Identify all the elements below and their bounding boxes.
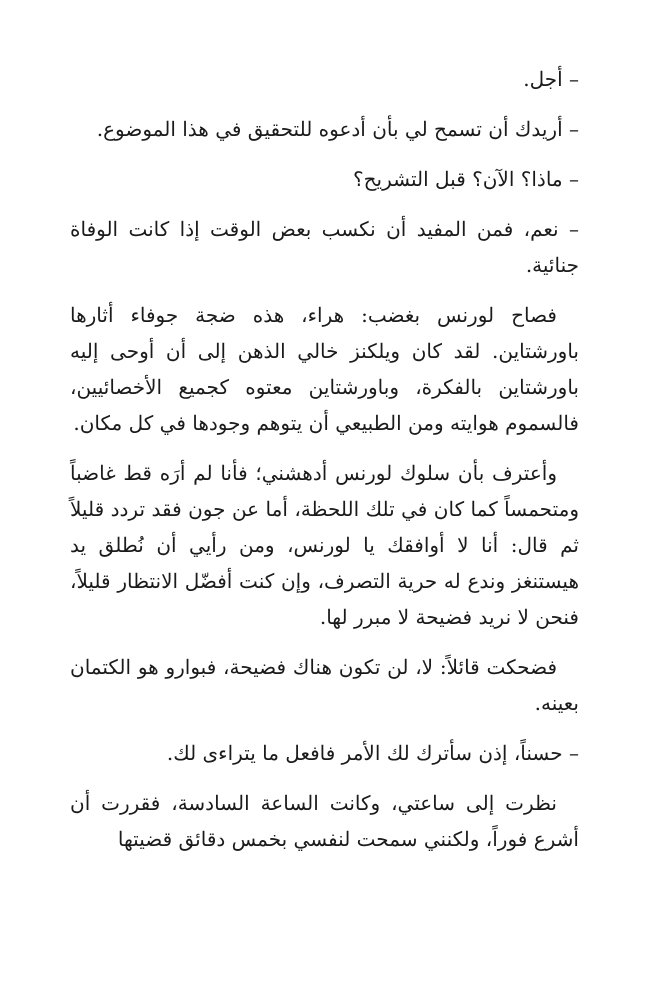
dialogue-line: – أريدك أن تسمح لي بأن أدعوه للتحقيق في هذا الموضوع.: [96, 117, 579, 141]
narrative-paragraph: وأعترف بأن سلوك لورنس أدهشني؛ فأنا لم أرَه قط غاضباً ومتحمساً كما كان في تلك اللحظة، أما عن جون فقد تردد قليلاً ثم قال: أنا لا أوافقك يا لورنس، ومن رأيي أن نُطلق يد هيستنغز وندع له حرية التصرف، وإن كنت أفضّل الانتظار قليلاً، فنحن لا نريد فضيحة لا مبرر لها.: [70, 461, 579, 629]
dialogue-line: – أجل.: [523, 67, 579, 91]
narrative-paragraph: فصاح لورنس بغضب: هراء، هذه ضجة جوفاء أثارها باورشتاين. لقد كان ويلكنز خالي الذهن إلى أن أوحى إليه باورشتاين بالفكرة، وباورشتاين معتوه كجميع الأخصائيين، فالسموم هوايته ومن الطبيعي أن يتوهم وجودها في كل مكان.: [70, 303, 579, 435]
dialogue-line: – نعم، فمن المفيد أن نكسب بعض الوقت إذا كانت الوفاة جنائية.: [70, 217, 579, 277]
narrative-paragraph: فضحكت قائلاً: لا، لن تكون هناك فضيحة، فبوارو هو الكتمان بعينه.: [70, 655, 579, 715]
narrative-paragraph: نظرت إلى ساعتي، وكانت الساعة السادسة، فقررت أن أشرع فوراً، ولكنني سمحت لنفسي بخمس دقائق قضيتها: [70, 791, 579, 851]
dialogue-line: – ماذا؟ الآن؟ قبل التشريح؟: [353, 167, 579, 191]
book-page: [70, 61, 579, 871]
dialogue-line: – حسناً، إذن سأترك لك الأمر فافعل ما يتراءى لك.: [166, 741, 579, 765]
